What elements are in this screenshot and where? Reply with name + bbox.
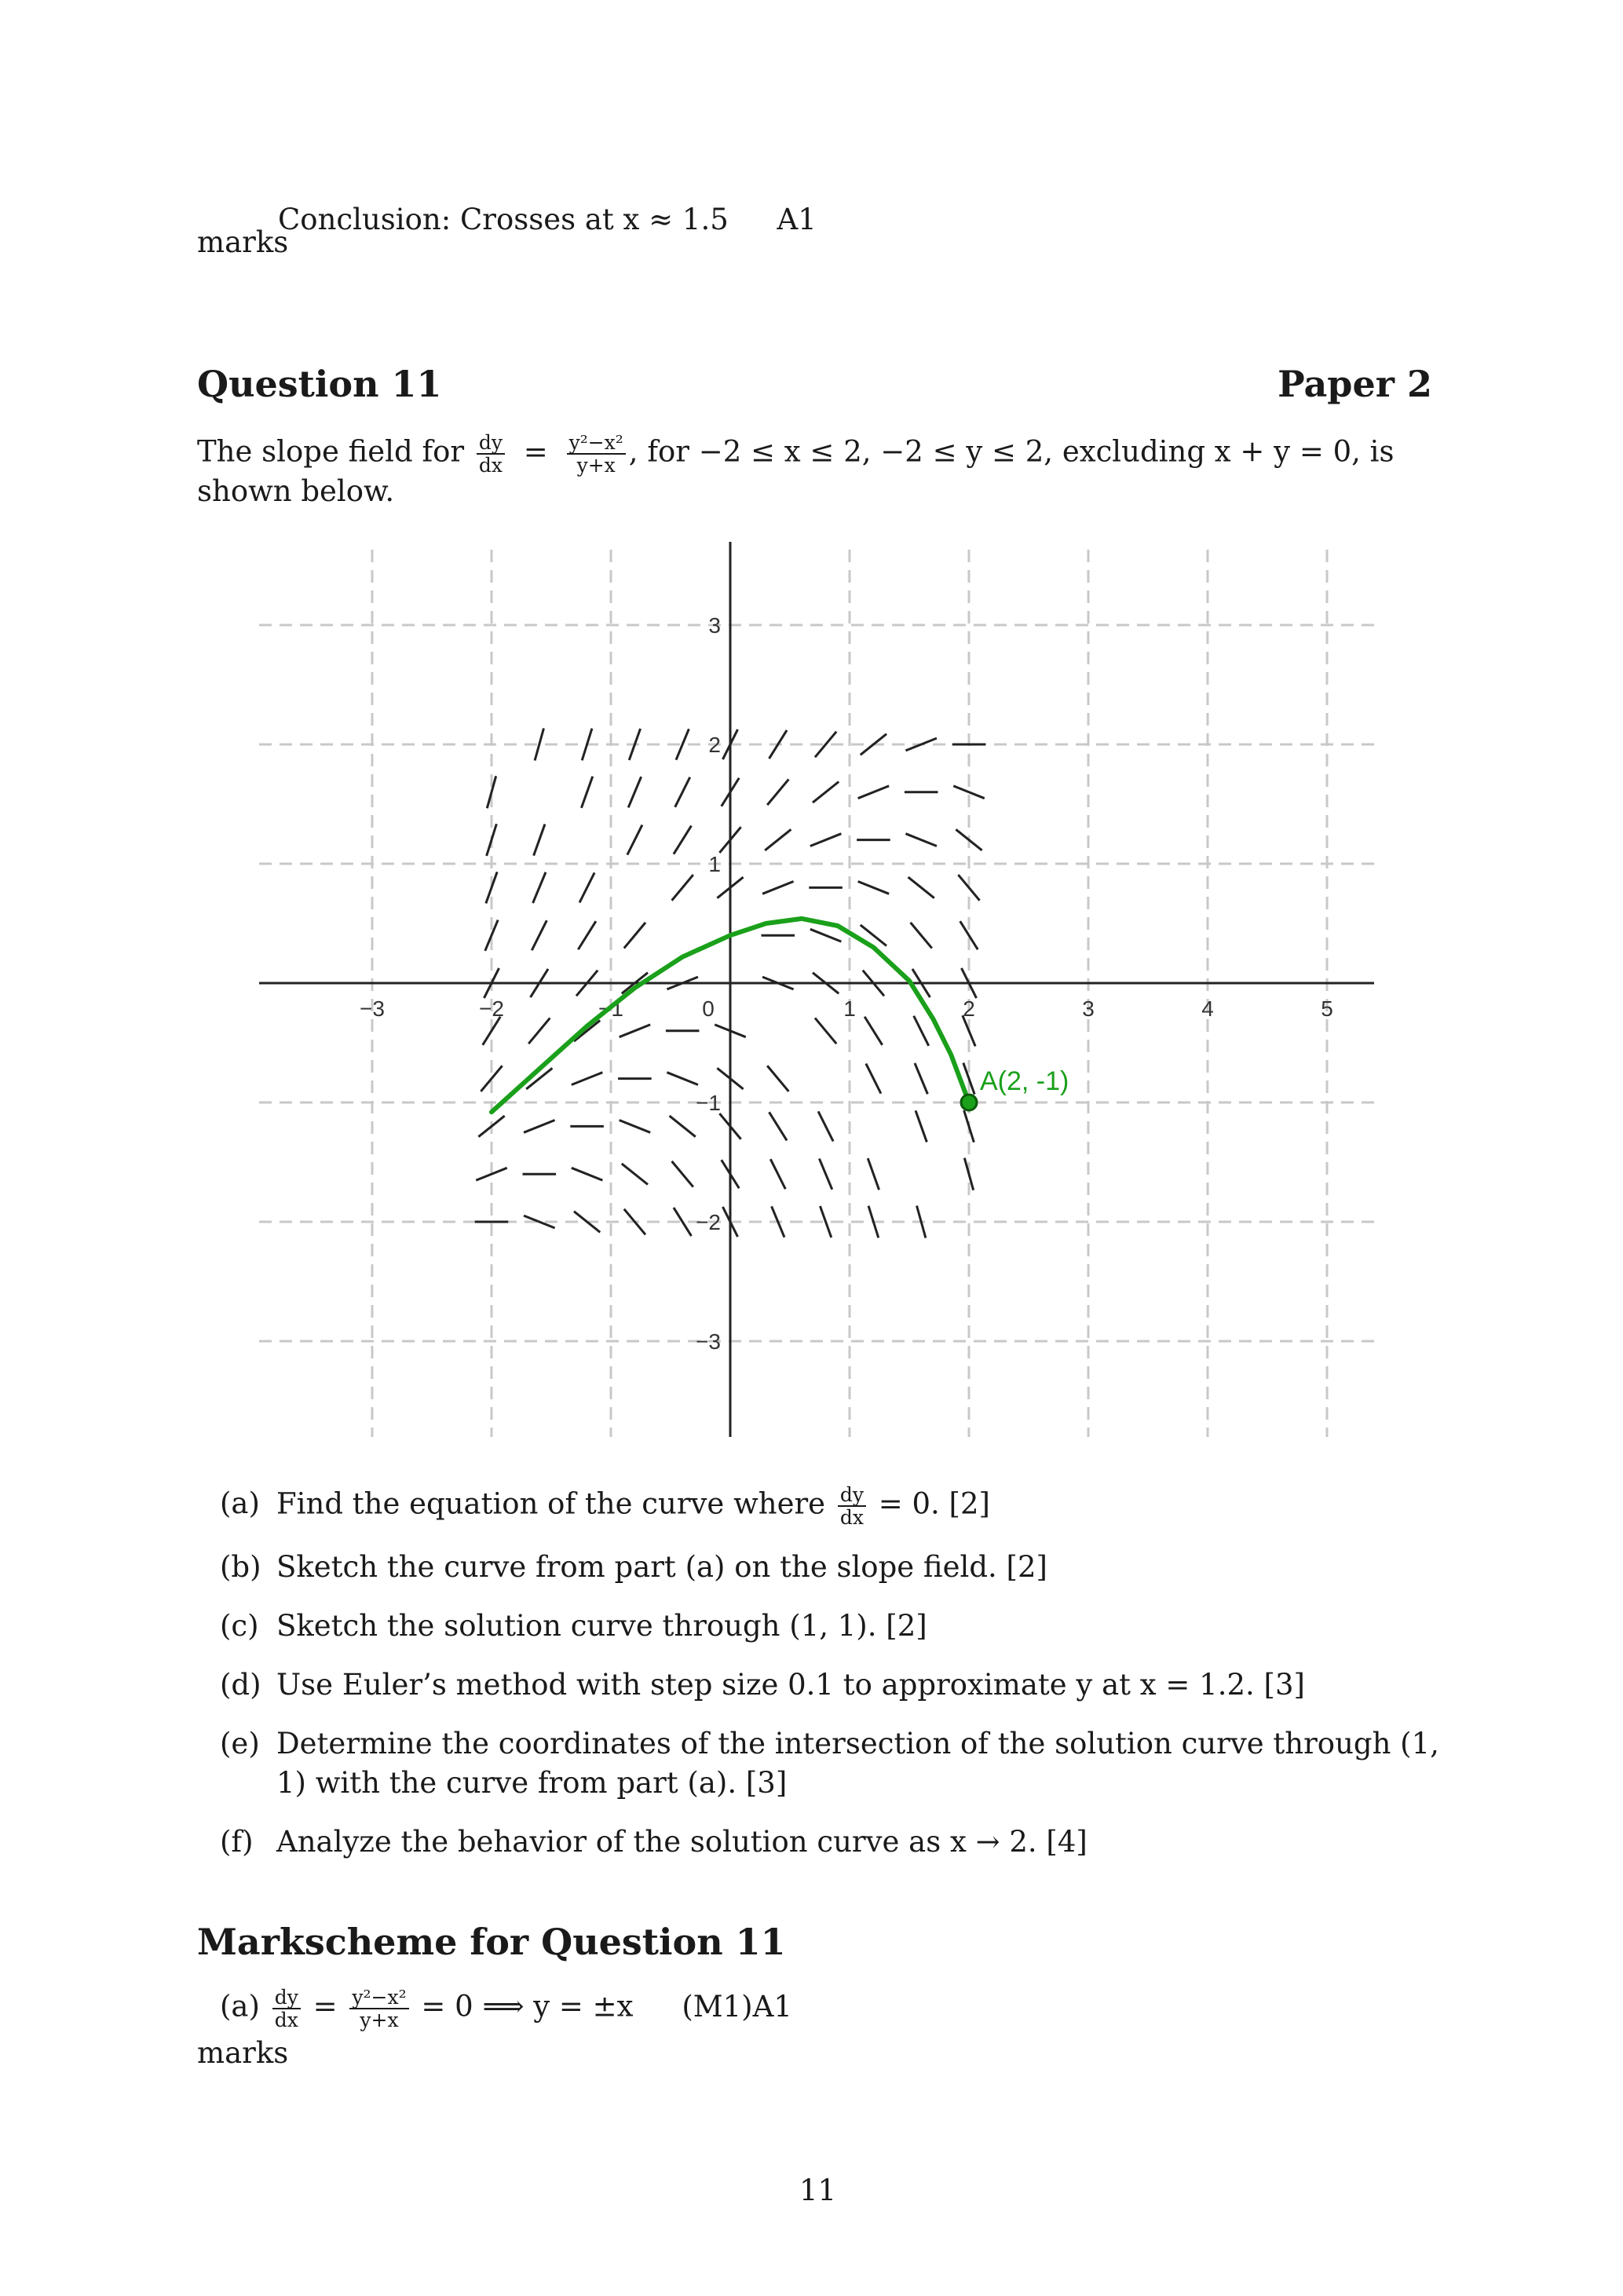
- slope-segment: [622, 1164, 648, 1185]
- slope-segment: [628, 777, 641, 807]
- x-tick-label: −2: [479, 996, 504, 1021]
- y-tick-label: 2: [708, 733, 721, 757]
- markscheme-marks-label: marks: [197, 2036, 289, 2070]
- y-tick-label: 3: [708, 613, 721, 638]
- x-tick-label: 3: [1082, 996, 1095, 1021]
- slope-segment: [672, 875, 693, 901]
- slope-segment: [858, 881, 890, 894]
- slope-segment: [675, 777, 690, 807]
- slope-segment: [819, 1159, 832, 1190]
- paper-label: Paper 2: [1278, 363, 1432, 405]
- point-a-label: A(2, -1): [980, 1066, 1069, 1096]
- part-b: (b) Sketch the curve from part (a) on the slope field. [2]: [220, 1550, 1047, 1584]
- markscheme-line: (a) $\frac{dy}{dx}$ = $\frac{\text{y²−x²}}{y+x}$ = 0 ⟹ y = ±x (M1)A1: [220, 1986, 792, 2031]
- slope-segment: [578, 921, 596, 949]
- slope-segment: [572, 1073, 603, 1085]
- y-tick-label: −3: [696, 1329, 721, 1354]
- question-title: Question 11: [197, 363, 442, 405]
- slope-segment: [524, 1120, 555, 1132]
- slope-segment: [767, 779, 788, 805]
- slope-segment: [858, 786, 890, 799]
- slope-segment: [670, 1116, 696, 1137]
- part-d: (d) Use Euler’s method with step size 0.1 to approximate y at x = 1.2. [3]: [220, 1668, 1305, 1702]
- slope-segment: [765, 829, 791, 850]
- marks-label: marks: [197, 225, 289, 259]
- x-tick-label: −3: [360, 996, 385, 1021]
- conclusion-award: A1: [777, 203, 817, 236]
- slope-segment: [911, 923, 932, 949]
- slope-segment: [487, 824, 497, 856]
- slope-segment: [818, 1111, 833, 1141]
- slope-segment: [915, 1063, 927, 1094]
- conclusion-line: [278, 201, 817, 239]
- slope-segment: [905, 834, 937, 846]
- question-parts: [220, 1484, 1445, 1881]
- slope-field-figure: [251, 534, 1382, 1453]
- slope-segment: [914, 1016, 929, 1046]
- slope-segment: [620, 1025, 651, 1037]
- dydx-fraction: $\frac{dy}{dx}$: [477, 432, 505, 476]
- slope-segment: [532, 920, 546, 950]
- y-tick-label: 1: [708, 852, 721, 876]
- question-intro: The slope field for $\frac{dy}{dx}$ = $\frac{\text{y²−x²}}{y+x}$ , for −2 ≤ x ≤ 2, −2 ≤ y ≤ 2, excluding x + y = 0, is: [197, 431, 1395, 477]
- slope-segment: [581, 777, 592, 808]
- slope-segment: [905, 738, 937, 751]
- slope-segment: [528, 1018, 550, 1044]
- y-tick-label: −1: [696, 1091, 721, 1115]
- y-tick-label: −2: [696, 1210, 721, 1234]
- slope-segment: [767, 1066, 788, 1091]
- slope-segment: [964, 1110, 974, 1143]
- part-e: (e) Determine the coordinates of the intersection of the solution curve through (1, 1) with the curve from part (a). [3]: [220, 1727, 1439, 1800]
- x-tick-label: 4: [1201, 996, 1214, 1021]
- slope-segment: [667, 1073, 698, 1085]
- slope-segment: [672, 1161, 693, 1187]
- slope-segment: [533, 872, 546, 903]
- slope-segment: [815, 1018, 836, 1044]
- slope-segment: [627, 825, 642, 855]
- grid-lines: [259, 550, 1374, 1437]
- slope-segment: [674, 826, 692, 854]
- rhs-fraction: $\frac{\text{y²−x²}}{y+x}$: [567, 432, 626, 476]
- conclusion-text: Conclusion: Crosses at x ≈ 1.5: [278, 203, 729, 236]
- x-tick-label: 5: [1321, 996, 1333, 1021]
- slope-segment: [810, 834, 842, 846]
- slope-segment: [762, 881, 794, 894]
- slope-segment: [620, 1120, 651, 1132]
- slope-segment: [810, 929, 842, 941]
- slope-segment: [572, 1168, 603, 1180]
- slope-segment: [868, 1158, 879, 1190]
- slope-segment: [908, 877, 934, 898]
- x-tick-label: 2: [963, 996, 975, 1021]
- markscheme-title: Markscheme for Question 11: [197, 1921, 786, 1963]
- slope-segment: [769, 1112, 788, 1140]
- slope-segment: [579, 872, 594, 902]
- x-tick-label: −1: [598, 996, 623, 1021]
- part-c: (c) Sketch the solution curve through (1, 1). [2]: [220, 1609, 927, 1643]
- point-a-marker: [961, 1095, 977, 1110]
- slope-segment: [865, 1017, 883, 1045]
- slope-segment: [866, 1064, 881, 1094]
- part-a: (a) Find the equation of the curve where $\frac{dy}{dx}$ = 0. [2]: [220, 1483, 990, 1529]
- question-intro-line2: shown below.: [197, 474, 395, 508]
- slope-segment: [813, 782, 839, 803]
- part-f: (f) Analyze the behavior of the solution curve as x → 2. [4]: [220, 1825, 1087, 1859]
- slope-segment: [624, 923, 645, 949]
- x-tick-label: 0: [702, 996, 715, 1021]
- slope-segment: [770, 1159, 785, 1189]
- slope-segment: [534, 824, 545, 856]
- page-number: 11: [799, 2174, 837, 2207]
- x-tick-label: 1: [843, 996, 856, 1021]
- slope-segment: [916, 1110, 927, 1142]
